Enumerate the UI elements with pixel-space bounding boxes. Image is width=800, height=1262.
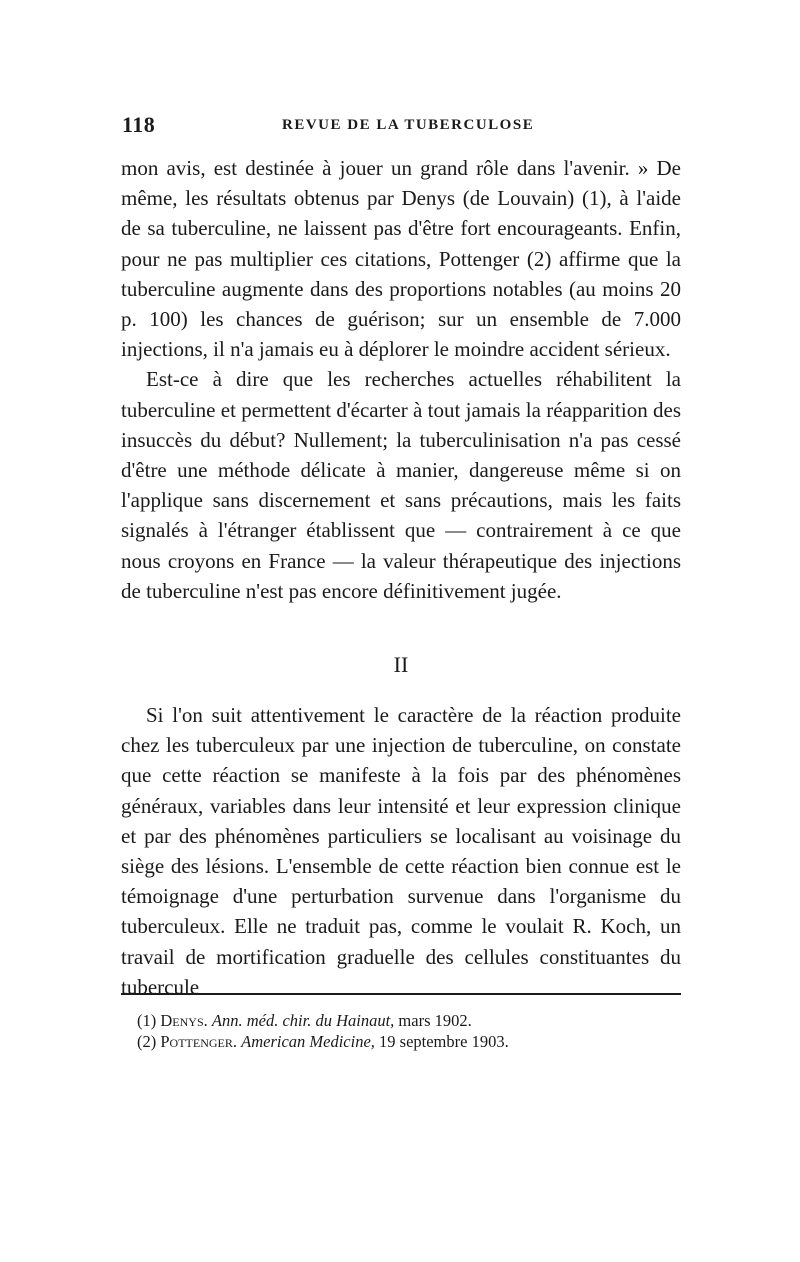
section-text	[121, 700, 681, 1002]
footnote-marker: (2)	[137, 1032, 157, 1051]
section-heading: II	[393, 652, 409, 677]
footnote-date: mars 1902.	[398, 1011, 472, 1030]
running-title: REVUE DE LA TUBERCULOSE	[282, 117, 535, 133]
footnote-divider	[121, 993, 681, 995]
footnote-marker: (1)	[137, 1011, 157, 1030]
footnote-source: Ann. méd. chir. du Hainaut,	[211, 1011, 395, 1030]
footnote-source: American Medicine,	[241, 1032, 375, 1051]
footnote-author: Denys.	[160, 1011, 208, 1030]
page-number: 118	[122, 112, 156, 137]
footnote-1	[137, 1010, 677, 1031]
footnote-author: Pottenger.	[160, 1032, 237, 1051]
footnote-date: 19 septembre 1903.	[379, 1032, 509, 1051]
paragraph-continued: mon avis, est destinée à jouer un grand rôle dans l'avenir. » De même, les résultats obtenus par Denys (de Louvain) (1), à l'aide de sa tuberculine, ne laissent pas d'être fort encourageants. Enfin, pour ne pas multiplier ces citations, Pottenger (2) affirme que la tuberculine augmente dans des proportions notables (au moins 20 p. 100) les chances de guérison; sur un ensemble de 7.000 injections, il n'a jamais eu à déplorer le moindre accident sérieux.	[121, 156, 681, 362]
footnote-2	[137, 1031, 677, 1052]
main-text	[121, 153, 681, 606]
paragraph: Est-ce à dire que les recherches actuelles réhabilitent la tuberculine et permettent d'écarter à tout jamais la réapparition des insuccès du début? Nullement; la tuberculinisation n'a pas cessé d'être une méthode délicate à manier, dangereuse même si on l'applique sans discernement et sans précautions, mais les faits signalés à l'étranger établissent que — contrairement à ce que nous croyons en France — la valeur thérapeutique des injections de tuberculine n'est pas encore définitivement jugée.	[121, 367, 681, 603]
footnotes	[137, 1010, 677, 1052]
paragraph: Si l'on suit attentivement le caractère de la réaction produite chez les tuberculeux par une injection de tuberculine, on constate que cette réaction se manifeste à la fois par des phénomènes généraux, variables dans leur intensité et leur expression clinique et par des phénomènes particuliers se localisant au voisinage du siège des lésions. L'ensemble de cette réaction bien connue est le témoignage d'une perturbation survenue dans l'organisme du tuberculeux. Elle ne traduit pas, comme le voulait R. Koch, un travail de mortification graduelle des cellules constituantes du tubercule	[121, 703, 681, 999]
page-header	[122, 112, 680, 140]
